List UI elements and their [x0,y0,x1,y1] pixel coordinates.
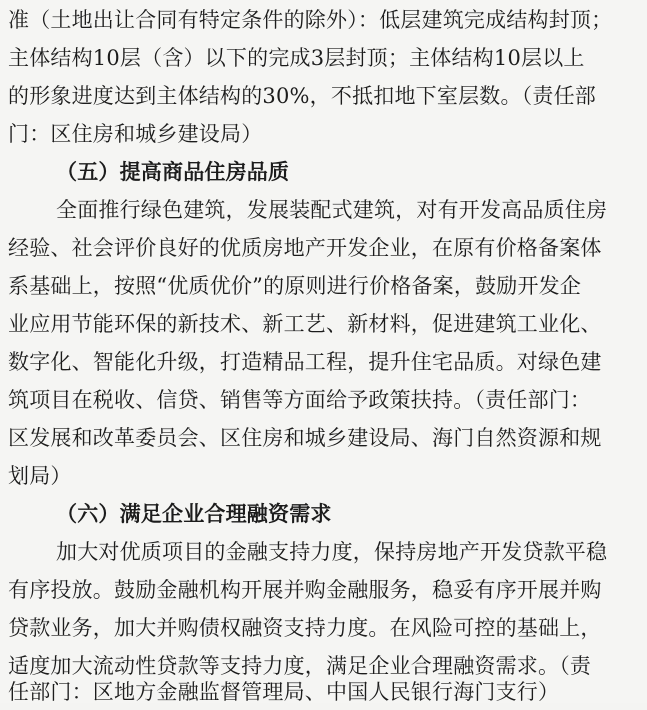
section-6-line-1: 加大对优质项目的金融支持力度，保持房地产开发贷款平稳 [56,540,608,564]
paragraph-1-line-4: 门：区住房和城乡建设局） [8,122,263,146]
section-6-heading: （六）满足企业合理融资需求 [56,502,332,526]
paragraph-1-line-3: 的形象进度达到主体结构的30%，不抵扣地下室层数。（责任部 [8,84,596,108]
section-5-line-1: 全面推行绿色建筑，发展装配式建筑，对有开发高品质住房 [56,198,608,222]
section-5-line-4: 业应用节能环保的新技术、新工艺、新材料，促进建筑工业化、 [8,312,602,336]
section-6-line-2: 有序投放。鼓励金融机构开展并购金融服务，稳妥有序开展并购 [8,578,602,602]
section-6-line-3: 贷款业务，加大并购债权融资支持力度。在风险可控的基础上， [8,616,602,640]
section-6-line-5: 任部门：区地方金融监督管理局、中国人民银行海门支行） [8,680,560,704]
section-6-line-4: 适度加大流动性贷款等支持力度，满足企业合理融资需求。（责 [8,654,592,678]
paragraph-1-line-2: 主体结构10层（含）以下的完成3层封顶；主体结构10层以上 [8,46,585,70]
section-5-line-8: 划局） [8,464,72,488]
section-5-heading: （五）提高商品住房品质 [56,160,290,184]
section-5-line-7: 区发展和改革委员会、区住房和城乡建设局、海门自然资源和规 [8,426,602,450]
section-5-line-6: 筑项目在税收、信贷、销售等方面给予政策扶持。（责任部门： [8,388,592,412]
section-5-line-5: 数字化、智能化升级，打造精品工程，提升住宅品质。对绿色建 [8,350,602,374]
section-5-line-2: 经验、社会评价良好的优质房地产开发企业，在原有价格备案体 [8,236,602,260]
section-5-line-3: 系基础上，按照“优质优价”的原则进行价格备案，鼓励开发企 [8,274,582,298]
paragraph-1-line-1: 准（土地出让合同有特定条件的除外）：低层建筑完成结构封顶； [8,8,613,32]
